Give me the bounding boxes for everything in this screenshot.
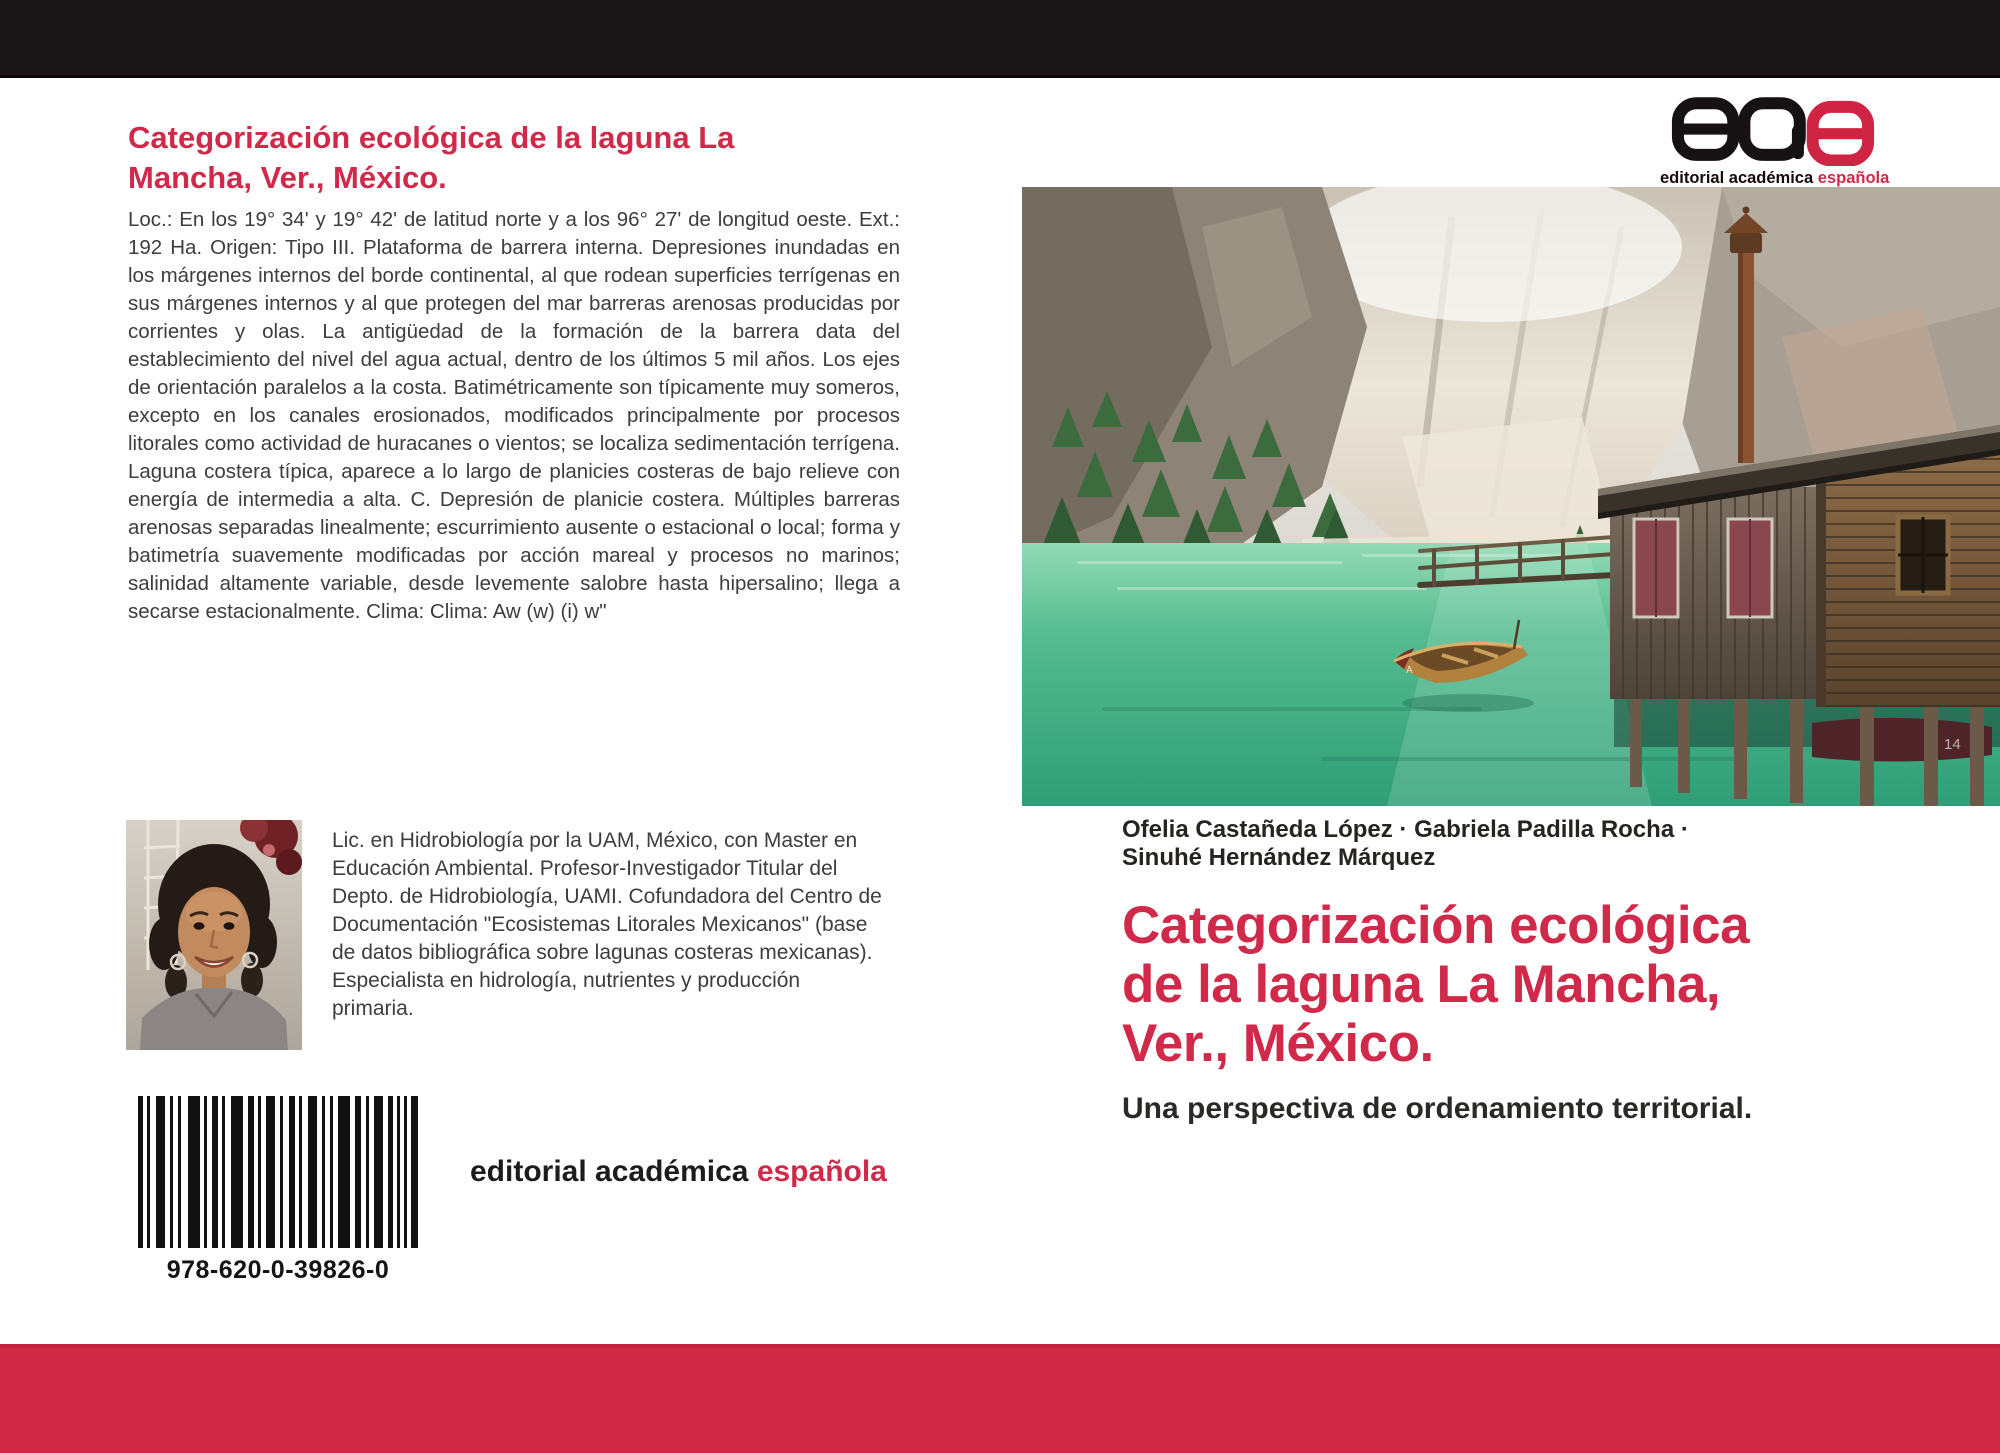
publisher-name-black: editorial académica [470,1155,749,1188]
authors-line-2: Sinuhé Hernández Márquez [1122,844,1436,871]
stored-boat-number: 14 [1944,736,1961,753]
side-window [1898,517,1948,593]
front-title-line-1: Categorización ecológica [1122,896,1750,955]
publisher-name-red: española [756,1155,887,1188]
front-title [1122,896,1749,1073]
front-title-line-3: Ver., México. [1122,1014,1434,1073]
shuttered-window-left [1634,519,1678,617]
front-authors [1122,816,1689,872]
front-title-line-2: de la laguna La Mancha, [1122,955,1721,1014]
eae-red-e [1813,107,1868,161]
top-black-bar [0,0,2000,78]
bottom-red-bar [0,1344,2000,1453]
stored-boat [1812,718,1992,762]
cover-photo-lake-boathouse [1022,187,2000,806]
back-cover-description: Loc.: En los 19° 34' y 19° 42' de latitud norte y a los 96° 27' de longitud oeste. Ext.: 192 Ha. Origen: Tipo III. Plataforma de barrera interna. Depresiones inundadas en los márgenes internos del borde continental, al que rodean superficies terrígenas en sus márgenes internos y al que protegen del mar barreras arenosas producidas por corrientes y olas. La antigüedad de la formación de la barrera data del establecimiento del nivel del agua actual, dentro de los últimos 5 mil años. Los ejes de orientación paralelos a la costa. Batimétricamente son típicamente muy someros, excepto en los canales erosionados, modificados principalmente por procesos litorales como actividad de huracanes o vientos; se localiza sedimentación terrígena. Laguna costera típica, aparece a lo largo de planicies costeras de bajo relieve con energía de intermedia a alta. C. Depresión de planicie costera. Múltiples barreras arenosas separadas linealmente; escurrimiento ausente o estacional o local; forma y batimetría suavemente modificadas por acción mareal y procesos no marinos; salinidad altamente variable, desde levemente salobre hasta hipersalino; llega a secarse estacionalmente. Clima: Clima: Aw (w) (i) w" [128,208,900,623]
shuttered-window-right [1728,519,1772,617]
eae-logo-glyphs [1667,94,1879,166]
authors-line-1: Ofelia Castañeda López · Gabriela Padilla Rocha · [1122,816,1689,843]
author-portrait-photo [126,820,302,1050]
eae-text-black: editorial académica [1660,169,1814,187]
eae-publisher-logo [1660,94,1890,188]
rowboat-letter: A [1406,665,1413,676]
publisher-name-back [470,1155,887,1189]
front-subtitle: Una perspectiva de ordenamiento territorial. [1122,1092,1753,1125]
barcode-block [138,1096,418,1285]
eae-logo-text [1660,169,1890,188]
barcode [138,1096,418,1248]
back-cover-title: Categorización ecológica de la laguna La Mancha, Ver., México. [128,120,735,195]
isbn-number: 978-620-0-39826-0 [166,1256,390,1284]
author-bio: Lic. en Hidrobiología por la UAM, México, con Master en Educación Ambiental. Profesor-Investigador Titular del Depto. de Hidrobiología, UAMI. Cofundadora del Centro de Documentación "Ecosistemas Litorales Mexicanos" (base de datos bibliográfica sobre lagunas costeras mexicanas). Especialista en hidrología, nutrientes y producción primaria. [332,829,882,1020]
eae-text-red: española [1817,169,1890,187]
